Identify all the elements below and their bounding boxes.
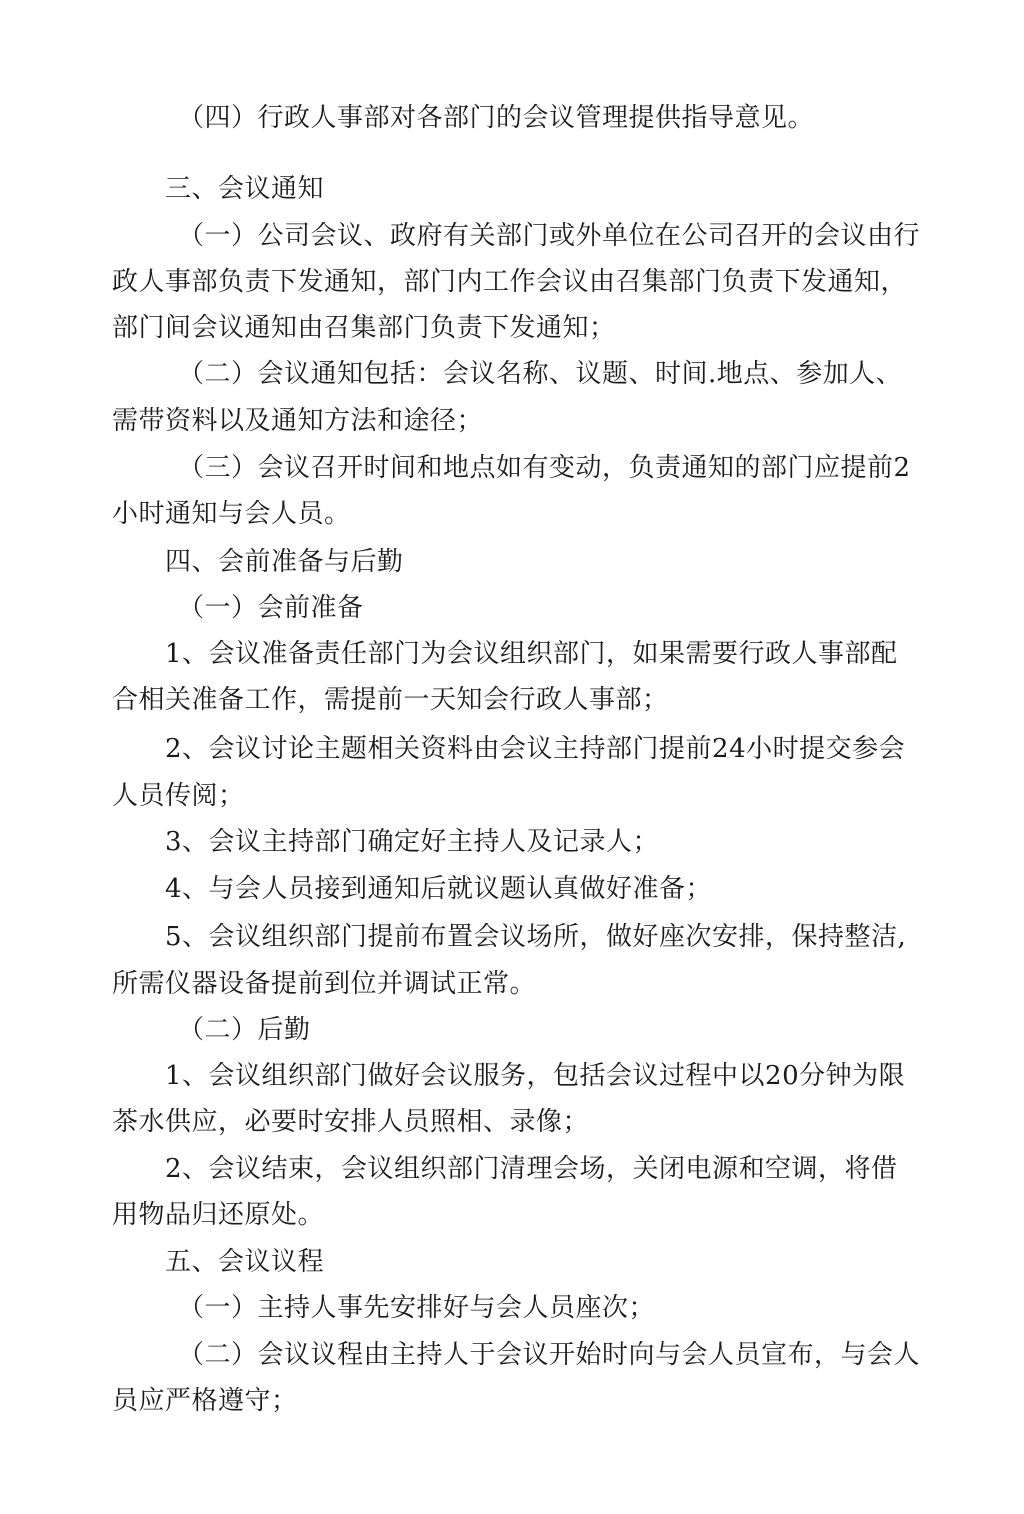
list-item: 3、会议主持部门确定好主持人及记录人；	[165, 827, 660, 857]
list-item: 2、会议讨论主题相关资料由会议主持部门提前24小时提交参会	[165, 734, 906, 764]
paragraph-line: （一）主持人事先安排好与会人员座次；	[178, 1293, 656, 1323]
paragraph-line: （二）会议通知包括：会议名称、议题、时间.地点、参加人、	[178, 359, 903, 389]
paragraph-line: 部门间会议通知由召集部门负责下发通知；	[112, 313, 616, 343]
paragraph-line: （三）会议召开时间和地点如有变动，负责通知的部门应提前2	[178, 453, 911, 483]
paragraph-line: 人员传阅；	[112, 781, 245, 811]
section-heading-preparation-logistics: 四、会前准备与后勤	[165, 547, 404, 577]
list-item: 4、与会人员接到通知后就议题认真做好准备；	[165, 874, 713, 904]
subsection-heading-logistics: （二）后勤	[178, 1015, 311, 1045]
subsection-heading-preparation: （一）会前准备	[178, 593, 364, 623]
list-item: 5、会议组织部门提前布置会议场所，做好座次安排，保持整洁,	[165, 922, 907, 952]
section-heading-agenda: 五、会议议程	[165, 1247, 325, 1277]
paragraph-line: （二）会议议程由主持人于会议开始时向与会人员宣布，与会人	[178, 1340, 921, 1370]
paragraph-line-subsection-4: （四）行政人事部对各部门的会议管理提供指导意见。	[178, 103, 815, 133]
list-item: 2、会议结束，会议组织部门清理会场，关闭电源和空调，将借	[165, 1154, 898, 1184]
paragraph-line: 员应严格遵守；	[112, 1386, 298, 1416]
paragraph-line: 需带资料以及通知方法和途径；	[112, 406, 484, 436]
paragraph-line: （一）公司会议、政府有关部门或外单位在公司召开的会议由行	[178, 221, 921, 251]
paragraph-line: 用物品归还原处。	[112, 1200, 325, 1230]
paragraph-line: 政人事部负责下发通知，部门内工作会议由召集部门负责下发通知，	[112, 267, 908, 297]
list-item: 1、会议准备责任部门为会议组织部门，如果需要行政人事部配	[165, 639, 898, 669]
paragraph-line: 合相关准备工作，需提前一天知会行政人事部；	[112, 685, 669, 715]
section-heading-meeting-notice: 三、会议通知	[165, 174, 325, 204]
list-item: 1、会议组织部门做好会议服务，包括会议过程中以20分钟为限	[165, 1061, 906, 1091]
paragraph-line: 所需仪器设备提前到位并调试正常。	[112, 969, 537, 999]
paragraph-line: 茶水供应，必要时安排人员照相、录像；	[112, 1107, 590, 1137]
paragraph-line: 小时通知与会人员。	[112, 499, 351, 529]
